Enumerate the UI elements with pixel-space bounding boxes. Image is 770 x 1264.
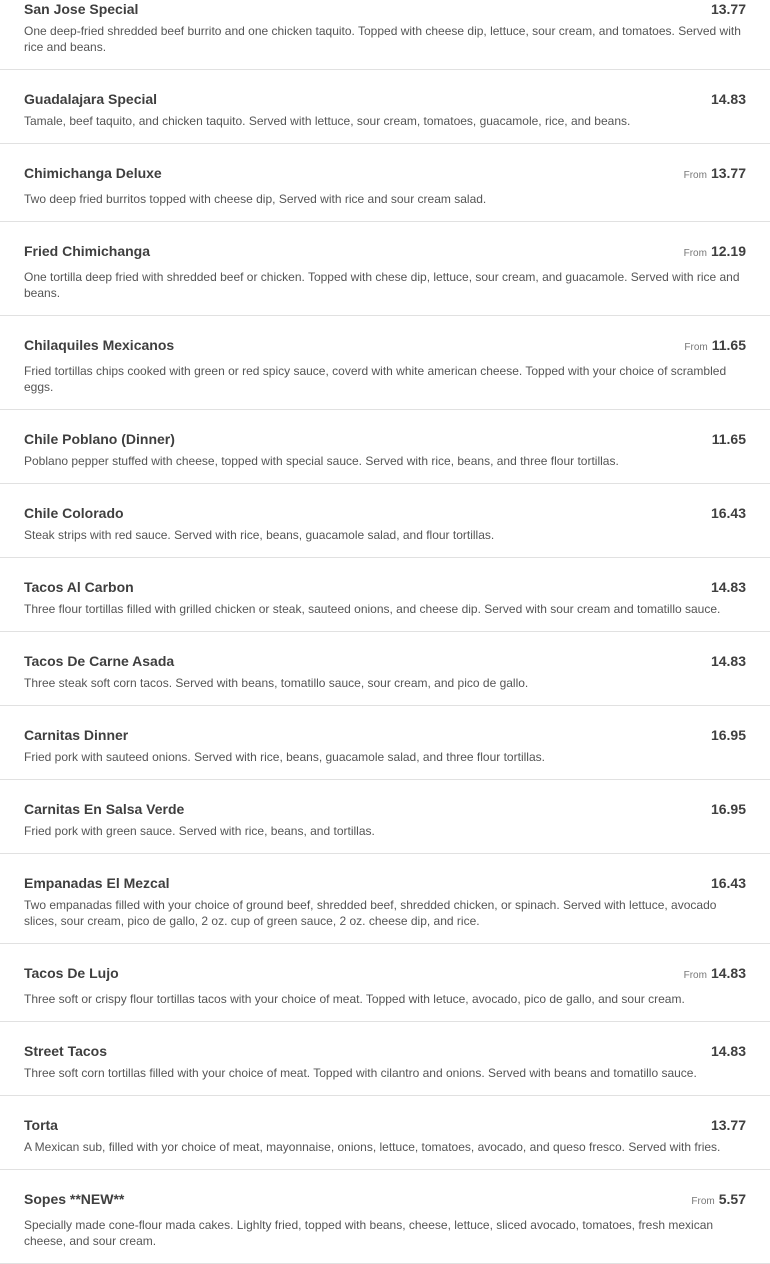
price-from-label: From [691, 1196, 715, 1207]
menu-item-price-group [711, 1043, 746, 1059]
menu-item-description: Poblano pepper stuffed with cheese, topped with special sauce. Served with rice, beans, and three flour tortillas. [24, 454, 619, 468]
menu-item-price-group [684, 165, 746, 181]
menu-item-description: Three soft corn tortillas filled with your choice of meat. Topped with cilantro and onions. Served with beans and tomatillo sauce. [24, 1066, 697, 1080]
menu-item-name: Fried Chimichanga [24, 243, 151, 259]
menu-item-price-group [711, 91, 746, 107]
menu-item-description: One deep-fried shredded beef burrito and one chicken taquito. Topped with cheese dip, lettuce, sour cream, and tomatoes. Served with rice and beans. [24, 24, 741, 54]
menu-item-price: 13.77 [710, 1, 746, 17]
menu-item-description: Three steak soft corn tacos. Served with beans, tomatillo sauce, sour cream, and pico de gallo. [24, 676, 529, 690]
menu-item-name: Tacos De Carne Asada [24, 653, 175, 669]
menu-item-name: Chile Poblano (Dinner) [24, 431, 175, 447]
menu-item-name: Carnitas En Salsa Verde [24, 801, 185, 817]
menu-item-price-group [691, 1191, 746, 1207]
menu-item-header [24, 874, 746, 892]
menu-item[interactable] [0, 316, 770, 410]
menu-item-header [24, 1042, 746, 1060]
menu-item-name: Chimichanga Deluxe [24, 165, 162, 181]
menu-item-header [24, 336, 746, 354]
price-from-label: From [683, 170, 707, 181]
menu-item-name: San Jose Special [24, 1, 139, 17]
menu-item-description: One tortilla deep fried with shredded beef or chicken. Topped with chese dip, lettuce, sour cream, and guacamole. Served with rice and beans. [24, 270, 740, 300]
menu-item-description: Specially made cone-flour mada cakes. Lighlty fried, topped with beans, cheese, lettuce, sliced avocado, tomatoes, fresh mexican cheese, and sour cream. [24, 1218, 714, 1248]
menu-item-header [24, 1190, 746, 1208]
menu-item-description: A Mexican sub, filled with yor choice of meat, mayonnaise, onions, lettuce, tomatoes, avocado, and queso fresco. Served with fries. [24, 1140, 721, 1154]
menu-item-description: Fried tortillas chips cooked with green or red spicy sauce, coverd with white american cheese. Topped with your choice of scrambled eggs. [24, 364, 727, 394]
menu-item-price-group [684, 965, 746, 981]
menu-item-header [24, 652, 746, 670]
menu-item-price-group [711, 1117, 746, 1133]
menu-item-price: 14.83 [710, 965, 746, 981]
menu-item-price-group [684, 243, 746, 259]
menu-item[interactable] [0, 854, 770, 944]
menu-item-price: 11.65 [711, 431, 746, 447]
price-from-label: From [683, 970, 707, 981]
menu-item-description: Three flour tortillas filled with grilled chicken or steak, sauteed onions, and cheese dip. Served with sour cream and tomatillo sauce. [24, 602, 721, 616]
menu-item-header [24, 726, 746, 744]
menu-item-header [24, 90, 746, 108]
menu-item-header [24, 0, 746, 18]
menu-item-price: 13.77 [710, 1117, 746, 1133]
price-from-label: From [683, 248, 707, 259]
menu-item[interactable] [0, 944, 770, 1022]
menu-item-name: Carnitas Dinner [24, 727, 129, 743]
menu-item-price-group [711, 505, 746, 521]
menu-item-price-group [711, 653, 746, 669]
menu-item[interactable] [0, 1096, 770, 1170]
menu-item-header [24, 578, 746, 596]
menu-item-price: 16.43 [710, 875, 746, 891]
menu-item[interactable] [0, 222, 770, 316]
menu-item-header [24, 164, 746, 182]
menu-item-price-group [711, 727, 746, 743]
menu-item[interactable] [0, 780, 770, 854]
menu-item-header [24, 800, 746, 818]
menu-item-price: 12.19 [710, 243, 746, 259]
menu-item-price: 16.95 [710, 801, 746, 817]
menu-item-name: Tacos De Lujo [24, 965, 119, 981]
menu-item-price: 14.83 [710, 1043, 746, 1059]
menu-item-price: 14.83 [710, 579, 746, 595]
menu-item-price-group [711, 801, 746, 817]
menu-item[interactable] [0, 558, 770, 632]
menu-item-name: Torta [24, 1117, 58, 1133]
menu-item[interactable] [0, 1022, 770, 1096]
menu-item-price-group [711, 579, 746, 595]
menu-item-header [24, 1116, 746, 1134]
menu-item[interactable] [0, 706, 770, 780]
menu-item-name: Tacos Al Carbon [24, 579, 134, 595]
menu-item-price-group [712, 431, 746, 447]
menu-item[interactable] [0, 1170, 770, 1264]
menu-item-price-group [684, 337, 746, 353]
menu-item-price-group [711, 875, 746, 891]
menu-item-name: Sopes **NEW** [24, 1191, 125, 1207]
menu-item-price: 16.43 [710, 505, 746, 521]
menu-item-description: Tamale, beef taquito, and chicken taquito. Served with lettuce, sour cream, tomatoes, guacamole, rice, and beans. [24, 114, 631, 128]
menu-item[interactable] [0, 410, 770, 484]
menu-item-header [24, 504, 746, 522]
menu-item-name: Chilaquiles Mexicanos [24, 337, 175, 353]
menu-item-description: Three soft or crispy flour tortillas tacos with your choice of meat. Topped with letuce, avocado, pico de gallo, and sour cream. [24, 992, 685, 1006]
menu-item-price-group [711, 1, 746, 17]
menu-item[interactable] [0, 0, 770, 70]
menu-item-name: Chile Colorado [24, 505, 124, 521]
menu-item-price: 16.95 [710, 727, 746, 743]
menu-item-price: 14.83 [710, 653, 746, 669]
menu-item-description: Fried pork with sauteed onions. Served with rice, beans, guacamole salad, and three flour tortillas. [24, 750, 545, 764]
price-from-label: From [684, 342, 708, 353]
menu-item-price: 14.83 [710, 91, 746, 107]
menu-item-price: 13.77 [710, 165, 746, 181]
menu-item-description: Two deep fried burritos topped with cheese dip, Served with rice and sour cream salad. [24, 192, 487, 206]
menu-item[interactable] [0, 632, 770, 706]
menu-item-name: Street Tacos [24, 1043, 107, 1059]
menu-item[interactable] [0, 484, 770, 558]
menu-item-price: 11.65 [711, 337, 746, 353]
menu-item[interactable] [0, 144, 770, 222]
menu-item-header [24, 430, 746, 448]
menu-item-price: 5.57 [718, 1191, 746, 1207]
menu-item-description: Fried pork with green sauce. Served with rice, beans, and tortillas. [24, 824, 375, 838]
menu-item-header [24, 242, 746, 260]
menu-item[interactable] [0, 70, 770, 144]
menu-item-header [24, 964, 746, 982]
menu-item-description: Steak strips with red sauce. Served with rice, beans, guacamole salad, and flour tortillas. [24, 528, 495, 542]
menu-item-name: Empanadas El Mezcal [24, 875, 170, 891]
menu-item-description: Two empanadas filled with your choice of ground beef, shredded beef, shredded chicken, or spinach. Served with lettuce, avocado slices, sour cream, pico de gallo, 2 oz. cup of green sauce, 2 oz. cheese dip, and rice. [24, 898, 717, 928]
menu-item-name: Guadalajara Special [24, 91, 158, 107]
